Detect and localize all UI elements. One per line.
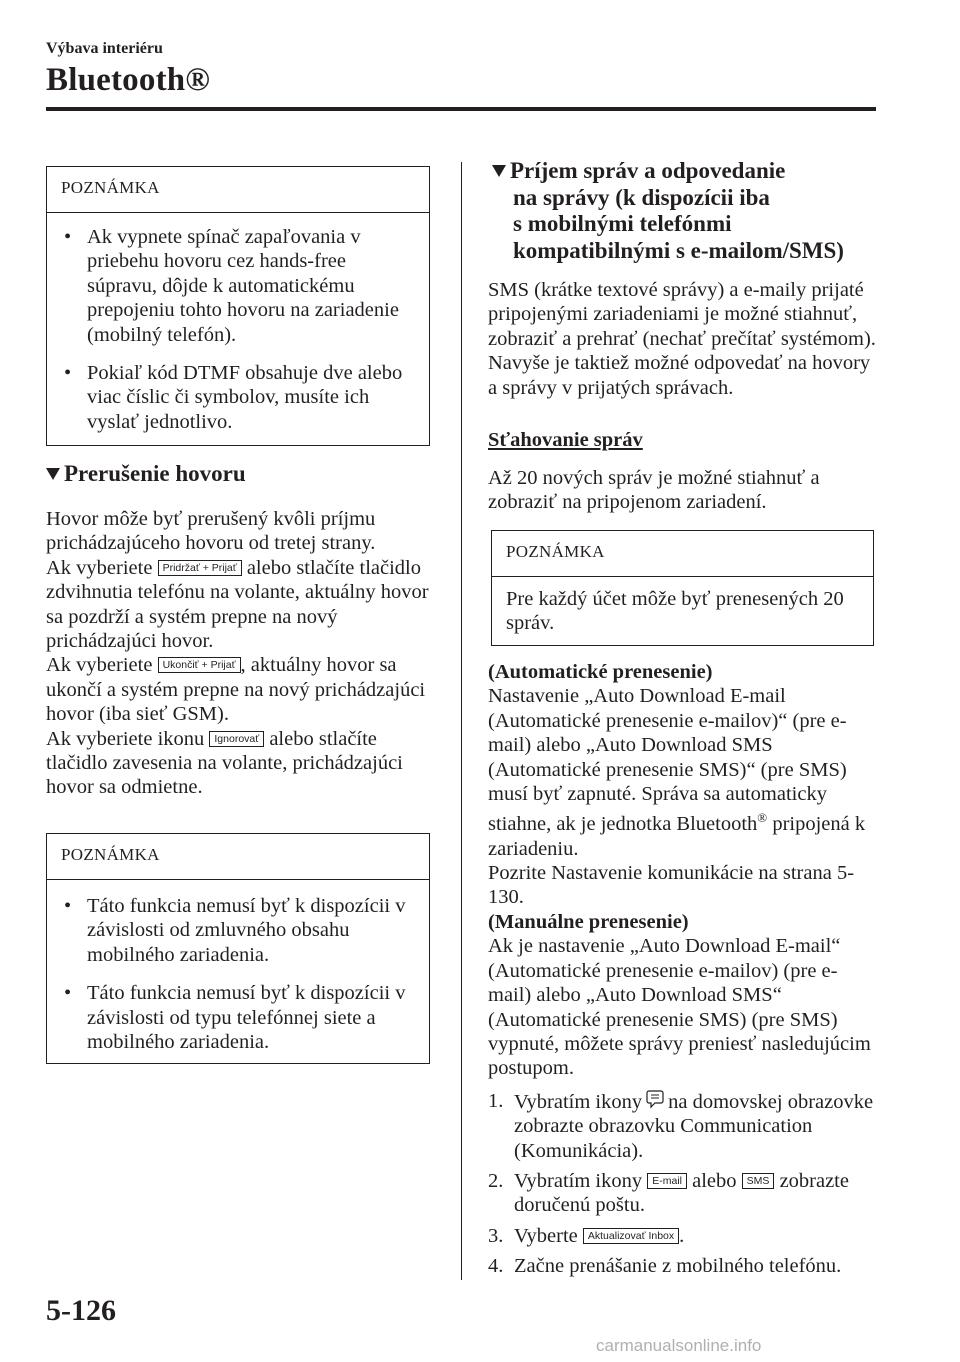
note-item: • Pokiaľ kód DTMF obsahuje dve alebo viac číslic či symbolov, musíte ich vyslať jednotlivo. [61,361,417,434]
note-title: POZNÁMKA [492,531,873,577]
interruption-text [46,507,434,800]
end-accept-button[interactable]: Ukončiť + Prijať [158,657,241,673]
step-item: 2. Vybratím ikony E-mail alebo SMS zobrazte doručenú poštu. [488,1169,849,1217]
paragraph: Navyše je taktiež možné odpovedať na hovory a správy v prijatých správach. [488,352,871,399]
paragraph: SMS (krátke textové správy) a e-maily prijaté pripojenými zariadeniami je možné stiahnuť, zobraziť a prehrať (nechať prečítať systémom). [488,279,876,350]
manual-transfer-heading: (Manuálne prenesenie) [488,910,689,933]
note-title: POZNÁMKA [47,167,429,213]
section-heading-call-interruption: Prerušenie hovoru [46,461,246,488]
paragraph: Nastavenie „Auto Download E-mail (Automatické prenesenie e-mailov)“ (pre e-mail) alebo „Auto Download SMS (Automatické prenesenie SMS)“ (pre SMS) musí byť zapnuté. Správa sa automaticky stiahne, ak je jednotka Bluetooth® pripojená k zariadeniu. [488,685,866,860]
note-item: • Táto funkcia nemusí byť k dispozícii v závislosti od typu telefónnej siete a mobilného zariadenia. [61,981,417,1054]
email-button[interactable]: E-mail [647,1173,687,1189]
paragraph: Ak vyberiete Ukončiť + Prijať , aktuálny hovor sa ukončí a systém prepne na nový prichádzajúci hovor (iba sieť GSM). [46,654,426,726]
download-text: Až 20 nových správ je možné stiahnuť a zobraziť na pripojenom zariadení. [488,467,820,514]
ignore-button[interactable]: Ignorovať [209,731,264,747]
note-body [492,577,873,644]
message-icon[interactable] [646,1089,664,1109]
section-heading-messages: Príjem správ a odpovedanie na správy (k dispozícii iba s mobilnými telefónmi kompatibilnými s e-mailom/SMS) [492,158,844,264]
hold-accept-button[interactable]: Pridržať + Prijať [158,560,242,576]
paragraph: Ak je nastavenie „Auto Download E-mail“ (Automatické prenesenie e-mailov) (pre e-mail) alebo „Auto Download SMS“ (Automatické prenesenie SMS) (pre SMS) vypnuté, môžete správy preniesť nasledujúcim postupom. [488,935,871,1080]
paragraph: Pozrite Nastavenie komunikácie na strana 5-130. [488,862,855,909]
triangle-bullet-icon [46,468,60,480]
page-number: 5-126 [46,1294,116,1327]
note-body [47,213,429,442]
auto-transfer-heading: (Automatické prenesenie) [488,661,713,683]
note-box-message-count [491,530,874,646]
note-text: Pre každý účet môže byť prenesených 20 správ. [506,588,844,635]
transfer-instructions [488,660,880,1285]
step-item: 1. Vybratím ikony na domovskej obrazovke zobrazte obrazovku Communication (Komunikácia). [488,1089,874,1162]
note-list [61,225,417,434]
breadcrumb: Výbava interiéru [46,40,163,57]
update-inbox-button[interactable]: Aktualizovať Inbox [583,1228,679,1244]
messages-intro [488,278,880,400]
step-item: 4. Začne prenášanie z mobilného telefónu. [488,1255,842,1278]
paragraph: Hovor môže byť prerušený kvôli príjmu prichádzajúceho hovoru od tretej strany. [46,508,376,555]
note-title: POZNÁMKA [47,834,429,880]
note-box-ignition [46,166,430,446]
note-body [47,880,429,1062]
sms-button[interactable]: SMS [742,1173,775,1189]
page-title: Bluetooth® [46,62,211,98]
note-box-availability [46,833,430,1064]
paragraph: Ak vyberiete Pridržať + Prijať alebo stlačíte tlačidlo zdvihnutia telefónu na volante, aktuálny hovor sa pozdrží a systém prepne na nový prichádzajúci hovor. [46,556,429,653]
triangle-bullet-icon [492,165,506,177]
title-rule [46,107,876,111]
note-item: • Táto funkcia nemusí byť k dispozícii v závislosti od zmluvného obsahu mobilného zariadenia. [61,894,417,967]
note-list [61,894,417,1054]
paragraph: Ak vyberiete ikonu Ignorovať alebo stlačíte tlačidlo zavesenia na volante, prichádzajúci hovor sa odmietne. [46,727,403,799]
step-item: 3. Vyberte Aktualizovať Inbox . [488,1224,685,1247]
watermark: carmanualsonline.info [596,1336,762,1355]
steps-list [488,1089,880,1279]
column-divider [461,162,462,1280]
subheading-downloading: Sťahovanie správ [488,429,643,451]
note-item: • Ak vypnete spínač zapaľovania v priebehu hovoru cez hands-free súpravu, dôjde k automatickému prepojeniu tohto hovoru na zariadenie (mobilný telefón). [61,225,417,347]
